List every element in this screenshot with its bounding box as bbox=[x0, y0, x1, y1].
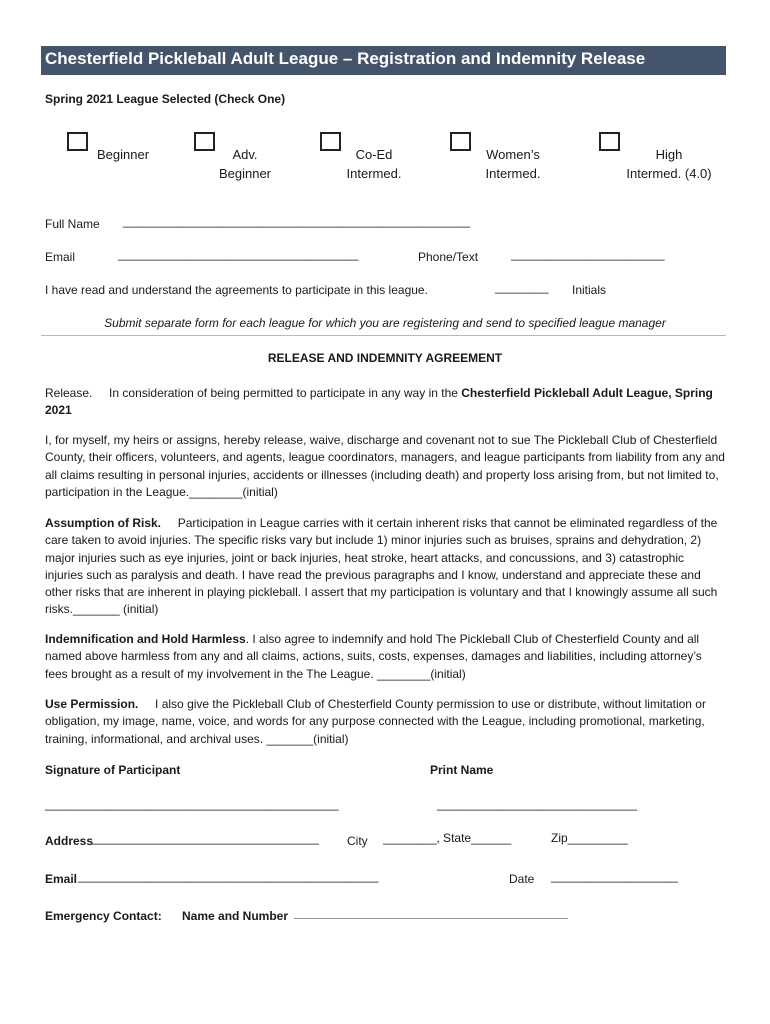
assumption-of-risk-heading: Assumption of Risk. bbox=[45, 516, 162, 530]
use-permission-paragraph bbox=[45, 696, 725, 748]
city-state-field[interactable]: ________, State______ bbox=[383, 831, 512, 845]
signature-email-label: Email bbox=[45, 872, 78, 886]
title-bar bbox=[41, 46, 726, 75]
submit-note: Submit separate form for each league for which you are registering and send to specified league manager bbox=[104, 316, 666, 330]
release-heading: RELEASE AND INDEMNITY AGREEMENT bbox=[267, 351, 503, 365]
initials-label: Initials bbox=[572, 283, 607, 297]
emergency-name-label: Name and Number bbox=[182, 909, 289, 923]
use-permission-text: I also give the Pickleball Club of Chesterfield County permission to use or distribute, without limitation or obligation, my image, name, voice, and words for any purpose connected with the League, including promotional, marketing, training, informational, and archival uses. _______(initial) bbox=[45, 697, 706, 746]
divider bbox=[41, 335, 726, 336]
option-label-adv-beginner: Adv. Beginner bbox=[218, 147, 272, 181]
email-label: Email bbox=[45, 250, 76, 264]
release-paragraph bbox=[45, 385, 725, 420]
checkbox-beginner[interactable] bbox=[67, 132, 88, 151]
signature-label: Signature of Participant bbox=[45, 763, 181, 777]
option-label-womens-intermed: Women’s Intermed. bbox=[485, 147, 541, 181]
option-label-high-intermed: High Intermed. (4.0) bbox=[626, 147, 712, 181]
address-field[interactable]: __________________________________ bbox=[92, 831, 319, 845]
option-label-coed-intermed: Co-Ed Intermed. bbox=[346, 147, 402, 181]
checkbox-high-intermed[interactable] bbox=[599, 132, 620, 151]
signature-email-field[interactable]: _____________________________________________ bbox=[78, 869, 379, 883]
date-field[interactable]: ___________________ bbox=[551, 869, 678, 883]
league-name: Chesterfield Pickleball Adult League, Spring 2021 bbox=[45, 386, 713, 418]
emergency-contact-label: Emergency Contact: bbox=[45, 909, 162, 923]
release-text: In consideration of being permitted to participate in any way in the bbox=[109, 386, 458, 400]
checkbox-coed-intermed[interactable] bbox=[320, 132, 341, 151]
signature-field[interactable]: ____________________________________________ bbox=[45, 797, 339, 811]
assumption-of-risk-text: Participation in League carries with it certain inherent risks that cannot be eliminated regardless of the care taken to avoid injuries. The specific risks vary but include 1) minor injuries such as bruises, sprains and dehydration, 2) major injuries such as eye injuries, joint or back injuries, heat stroke, heart attacks, and concussions, and 3) catastrophic injuries such as paralysis and death. I have read the previous paragraphs and I know, understand and appreciate these and other risks that are inherent in playing pickleball. I assert that my participation is voluntary and that I knowingly assume all such risks._______ (initial) bbox=[45, 516, 718, 617]
phone-label: Phone/Text bbox=[418, 250, 479, 264]
assumption-of-risk-paragraph bbox=[45, 515, 725, 619]
email-field[interactable]: ____________________________________ bbox=[118, 247, 359, 261]
use-permission-heading: Use Permission. bbox=[45, 697, 139, 711]
address-label: Address bbox=[45, 834, 94, 848]
full-name-field[interactable]: ____________________________________________________ bbox=[123, 214, 471, 228]
indemnification-paragraph bbox=[45, 631, 725, 683]
emergency-contact-field[interactable]: _________________________________________ bbox=[294, 906, 568, 920]
waiver-paragraph: I, for myself, my heirs or assigns, hereby release, waive, discharge and covenant not to sue The Pickleball Club of Chesterfield County, their officers, volunteers, and agents, league coordinators, managers, and league participants from liability from any and all claims resulting in personal injuries, accidents or illnesses (including death) and property loss arising from, but not limited to, participation in the League.________(initial) bbox=[45, 433, 725, 499]
phone-field[interactable]: _______________________ bbox=[511, 247, 665, 261]
checkbox-womens-intermed[interactable] bbox=[450, 132, 471, 151]
initials-field[interactable]: ________ bbox=[495, 280, 549, 294]
release-lead: Release. bbox=[45, 386, 93, 400]
option-label-beginner: Beginner bbox=[97, 147, 150, 162]
full-name-label: Full Name bbox=[45, 217, 100, 231]
agreement-statement: I have read and understand the agreements to participate in this league. bbox=[45, 283, 428, 297]
indemnification-text: . I also agree to indemnify and hold The Pickleball Club of Chesterfield County and all named above harmless from any and all claims, actions, suits, costs, expenses, damages and liabilities, including attorney’s fees brought as a result of my involvement in the The League. ________(initial) bbox=[45, 632, 702, 681]
zip-field[interactable]: Zip_________ bbox=[551, 831, 628, 845]
indemnification-heading: Indemnification and Hold Harmless bbox=[45, 632, 246, 646]
page-title: Chesterfield Pickleball Adult League – Registration and Indemnity Release bbox=[45, 49, 646, 68]
season-heading: Spring 2021 League Selected (Check One) bbox=[45, 92, 286, 106]
print-name-label: Print Name bbox=[430, 763, 494, 777]
print-name-field[interactable]: ______________________________ bbox=[437, 797, 638, 811]
date-label: Date bbox=[509, 872, 535, 886]
checkbox-adv-beginner[interactable] bbox=[194, 132, 215, 151]
city-label: City bbox=[347, 834, 368, 848]
